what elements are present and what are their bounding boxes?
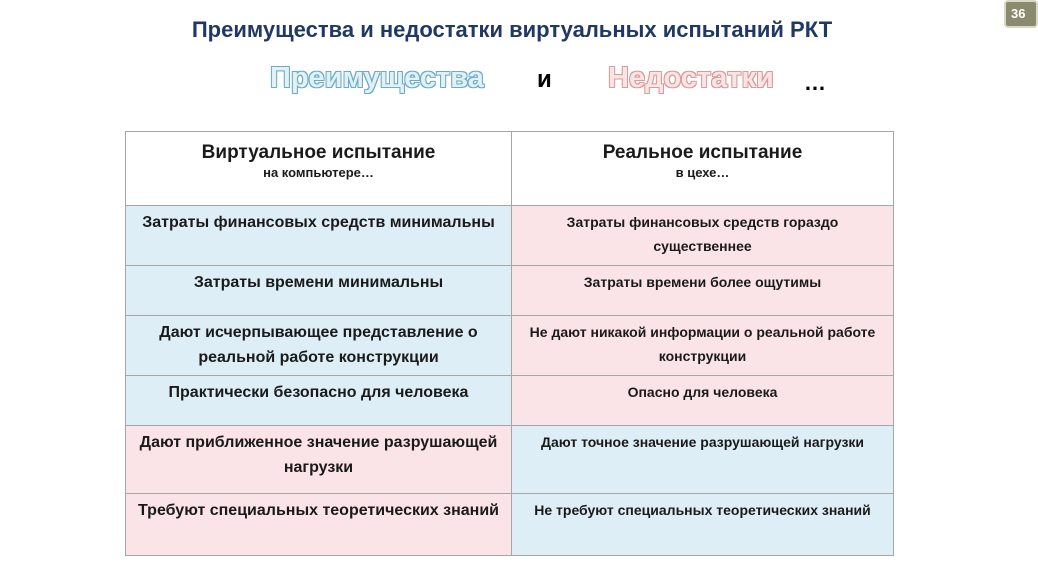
- table-header-row: [126, 132, 894, 206]
- row-cell-virtual: Затраты финансовых средств минимальны: [126, 206, 512, 266]
- comparison-table: [125, 131, 894, 556]
- row-cell-real: Затраты финансовых средств гораздо существеннее: [512, 206, 894, 266]
- header-cell-virtual: [126, 132, 512, 206]
- and-word: и: [537, 66, 552, 93]
- header-real-sub: в цехе…: [675, 165, 730, 180]
- header-virtual-sub: на компьютере…: [263, 165, 374, 180]
- row-cell-virtual: Дают исчерпывающее представление о реальной работе конструкции: [126, 316, 512, 376]
- slide-title: Преимущества и недостатки виртуальных испытаний РКТ: [191, 17, 833, 42]
- row-cell-real: Опасно для человека: [512, 376, 894, 426]
- table-row: [126, 426, 894, 494]
- disadvantages-heading: Недостатки: [608, 62, 774, 94]
- row-cell-real: Не дают никакой информации о реальной работе конструкции: [512, 316, 894, 376]
- table-row: [126, 206, 894, 266]
- header-cell-real: [512, 132, 894, 206]
- row-cell-virtual: Дают приближенное значение разрушающей нагрузки: [126, 426, 512, 494]
- row-cell-virtual: Затраты времени минимальны: [126, 266, 512, 316]
- ellipsis: …: [804, 70, 826, 95]
- page-number-badge: 36: [1004, 0, 1038, 28]
- header-real-title: Реальное испытание: [602, 142, 803, 163]
- row-cell-virtual: Требуют специальных теоретических знаний: [126, 494, 512, 556]
- header-virtual-title: Виртуальное испытание: [201, 142, 436, 163]
- row-cell-virtual: Практически безопасно для человека: [126, 376, 512, 426]
- row-cell-real: Затраты времени более ощутимы: [512, 266, 894, 316]
- table-row: [126, 494, 894, 556]
- advantages-heading: Преимущества: [270, 62, 484, 94]
- table-row: [126, 316, 894, 376]
- table-row: [126, 376, 894, 426]
- table-row: [126, 266, 894, 316]
- row-cell-real: Дают точное значение разрушающей нагрузки: [512, 426, 894, 494]
- row-cell-real: Не требуют специальных теоретических знаний: [512, 494, 894, 556]
